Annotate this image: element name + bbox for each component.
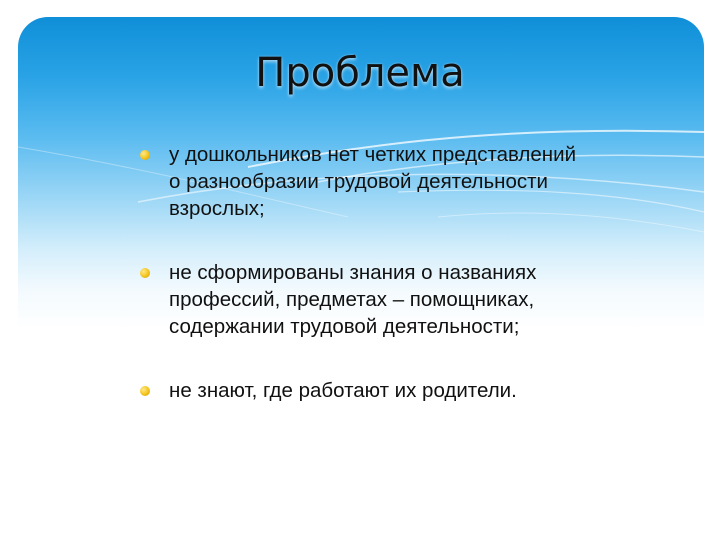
bullet-dot-icon: [140, 268, 150, 278]
bullet-list: [140, 141, 590, 441]
list-item: [140, 141, 590, 222]
slide-title: Проблема: [255, 50, 465, 96]
bullet-dot-icon: [140, 386, 150, 396]
list-item: [140, 377, 590, 404]
bullet-dot-icon: [140, 150, 150, 160]
list-item: [140, 259, 590, 340]
list-item-text: не знают, где работают их родители.: [169, 379, 517, 402]
list-item-text: не сформированы знания о названиях профессий, предметах – помощниках, содержании трудовой деятельности;: [169, 261, 537, 338]
list-item-text: у дошкольников нет четких представлений о разнообразии трудовой деятельности взрослых;: [169, 143, 577, 220]
